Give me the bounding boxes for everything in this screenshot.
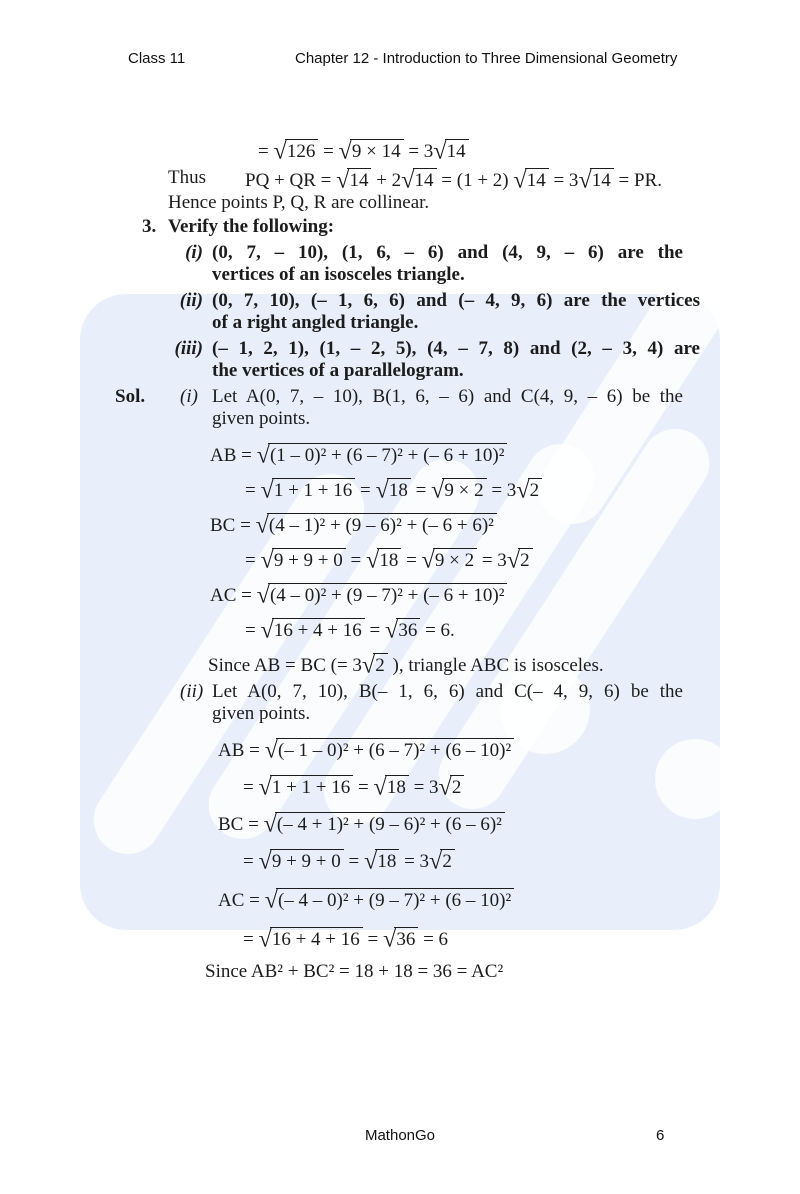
equation-line: BC = √(4 – 1)² + (9 – 6)² + (– 6 + 6)² [210,512,800,537]
line-label: (ii) [179,290,203,311]
sqrt-expression [260,547,345,572]
radicand: 36 [394,927,418,951]
text-line: Since AB = BC (= 3√2 ), triangle ABC is isosceles. [208,651,604,679]
line-body [168,216,334,238]
radicand: 18 [375,849,399,873]
radical-sign: √ [260,476,274,504]
radicand: 1 + 1 + 16 [272,478,355,502]
radicand: (4 – 1)² + (9 – 6)² + (– 6 + 6)² [267,513,497,537]
sqrt-expression [383,926,418,951]
sqrt-expression [429,848,455,873]
sqrt-expression [362,652,388,677]
line-label: Thus [168,167,206,188]
text-line: (– 1, 2, 1), (1, – 2, 5), (4, – 7, 8) and (2, – 3, 4) are [212,338,700,359]
radicand: 36 [396,618,420,642]
radical-sign: √ [513,166,527,194]
radical-sign: √ [363,847,378,875]
text-line: given points. [212,703,311,724]
sqrt-expression [373,774,408,799]
radicand: 14 [413,168,437,192]
problem-item [142,338,800,382]
line-body [245,167,662,192]
radical-sign: √ [338,137,352,165]
radical-sign: √ [375,476,389,504]
solution-row [115,681,800,725]
radicand: (– 1 – 0)² + (6 – 7)² + (6 – 10)² [276,738,514,762]
sqrt-expression [385,617,420,642]
radicand: 2 [373,653,388,677]
line-label: 3. [142,216,157,237]
sqrt-expression [265,887,515,912]
radicand: 2 [528,478,543,502]
radicand: 14 [590,168,614,192]
equation-line: = √126 = √9 × 14 = 3√14 [258,138,800,163]
radicand: 9 × 2 [433,548,477,572]
radicand: 18 [377,548,401,572]
sqrt-expression [422,547,478,572]
radical-sign: √ [506,546,521,574]
equation-line: = √9 + 9 + 0 = √18 = 3√2 [243,848,800,873]
radical-sign: √ [578,166,592,194]
equation-line: AB = √(1 – 0)² + (6 – 7)² + (– 6 + 10)² [210,442,800,467]
sqrt-expression [516,477,542,502]
sqrt-expression [258,848,343,873]
text-line: of a right angled triangle. [212,312,419,333]
footer-page-number: 6 [656,1127,665,1144]
radical-sign: √ [401,166,415,194]
text-line: vertices of an isosceles triangle. [212,264,465,285]
sqrt-expression [375,477,410,502]
labeled-line [168,167,800,192]
radical-sign: √ [260,546,274,574]
sqrt-expression [256,512,497,537]
sqrt-expression [366,547,401,572]
radicand: 2 [440,849,455,873]
radical-sign: √ [255,511,269,539]
header-class-label: Class 11 [128,50,186,67]
equation-line: = √1 + 1 + 16 = √18 = 3√2 [243,774,800,799]
line-body [212,681,683,725]
radical-sign: √ [264,886,278,914]
radical-sign: √ [438,773,452,801]
sqrt-expression [257,582,508,607]
line-body [212,242,683,286]
radical-sign: √ [258,847,272,875]
radicand: 2 [518,548,533,572]
radicand: (1 – 0)² + (6 – 7)² + (– 6 + 10)² [268,443,507,467]
sqrt-expression [401,167,436,192]
radical-sign: √ [516,476,530,504]
radicand: (4 – 0)² + (9 – 7)² + (– 6 + 10)² [268,583,507,607]
sqrt-expression [273,138,318,163]
radicand: 14 [445,139,469,163]
line-body [212,386,683,430]
sqrt-expression [258,774,353,799]
solution-row [115,386,800,430]
sqrt-expression [513,167,548,192]
header-chapter-title: Chapter 12 - Introduction to Three Dimensional Geometry [295,50,678,67]
equation-line: = √9 + 9 + 0 = √18 = √9 × 2 = 3√2 [245,547,800,572]
labeled-line [142,216,800,238]
radicand: 14 [347,168,371,192]
radical-sign: √ [256,581,270,609]
line-label: (i) [185,242,203,263]
radical-sign: √ [258,773,272,801]
text-line: PQ + QR = √14 + 2√14 = (1 + 2) √14 = 3√14 = PR. [245,166,662,194]
text-line: Hence points P, Q, R are collinear. [168,192,430,213]
radicand: 2 [450,775,465,799]
line-sublabel: (ii) [180,681,204,702]
radicand: 18 [385,775,409,799]
text-line: Verify the following: [168,216,335,237]
text-line: (0, 7, – 10), (1, 6, – 6) and (4, 9, – 6) are the [212,242,683,263]
radical-sign: √ [433,137,447,165]
radical-sign: √ [263,810,277,838]
sqrt-expression [364,848,399,873]
sqrt-expression [336,167,371,192]
sqrt-expression [439,774,465,799]
sqrt-expression [578,167,613,192]
radical-sign: √ [382,925,397,953]
sqrt-expression [260,617,364,642]
radical-sign: √ [256,441,270,469]
radicand: 9 × 14 [350,139,404,163]
radical-sign: √ [365,546,380,574]
sqrt-expression [433,138,468,163]
text-line: Since AB² + BC² = 18 + 18 = 36 = AC² [205,961,504,982]
equation-line: = √1 + 1 + 16 = √18 = √9 × 2 = 3√2 [245,477,800,502]
radical-sign: √ [336,166,350,194]
radical-sign: √ [373,773,387,801]
sqrt-expression [264,811,505,836]
line-label: (iii) [174,338,203,359]
problem-item [142,242,800,286]
sqrt-expression [265,737,515,762]
radicand: 18 [387,478,411,502]
equation-line: AC = √(– 4 – 0)² + (9 – 7)² + (6 – 10)² [218,887,800,912]
text-line: the vertices of a parallelogram. [212,360,464,381]
line-sublabel: (i) [180,386,198,407]
sqrt-expression [431,477,487,502]
radicand: 16 + 4 + 16 [270,927,363,951]
sqrt-expression [260,477,355,502]
sqrt-expression [257,442,508,467]
text-line: (0, 7, 10), (– 1, 6, 6) and (– 4, 9, 6) are the vertices [212,290,700,311]
line-body [212,290,700,334]
radicand: 16 + 4 + 16 [272,618,365,642]
radicand: 14 [525,168,549,192]
radicand: 9 + 9 + 0 [270,849,344,873]
line-label: Sol. [115,386,146,407]
equation-line: BC = √(– 4 + 1)² + (9 – 6)² + (6 – 6)² [218,811,800,836]
radical-sign: √ [421,546,435,574]
problem-item [142,290,800,334]
sqrt-expression [507,547,533,572]
radicand: (– 4 + 1)² + (9 – 6)² + (6 – 6)² [275,812,505,836]
radicand: (– 4 – 0)² + (9 – 7)² + (6 – 10)² [276,888,514,912]
radical-sign: √ [260,616,274,644]
radical-sign: √ [361,651,376,679]
text-line: Let A(0, 7, 10), B(– 1, 6, 6) and C(– 4, 9, 6) be the [212,681,683,702]
footer-brand: MathonGo [364,1127,436,1144]
equation-line: AC = √(4 – 0)² + (9 – 7)² + (– 6 + 10)² [210,582,800,607]
radicand: 9 × 2 [442,478,486,502]
text-line: given points. [212,408,311,429]
radical-sign: √ [258,925,272,953]
sqrt-expression [339,138,404,163]
radical-sign: √ [264,736,278,764]
radicand: 1 + 1 + 16 [270,775,353,799]
radical-sign: √ [431,476,445,504]
equation-line: AB = √(– 1 – 0)² + (6 – 7)² + (6 – 10)² [218,737,800,762]
radicand: 126 [285,139,319,163]
radical-sign: √ [384,616,399,644]
radical-sign: √ [429,847,443,875]
radical-sign: √ [273,137,287,165]
equation-line: = √16 + 4 + 16 = √36 = 6. [245,616,455,644]
radicand: 9 + 9 + 0 [272,548,346,572]
line-body [212,338,700,382]
equation-line: = √16 + 4 + 16 = √36 = 6 [243,925,449,953]
text-line: Let A(0, 7, – 10), B(1, 6, – 6) and C(4, 9, – 6) be the [212,386,683,407]
sqrt-expression [258,926,362,951]
